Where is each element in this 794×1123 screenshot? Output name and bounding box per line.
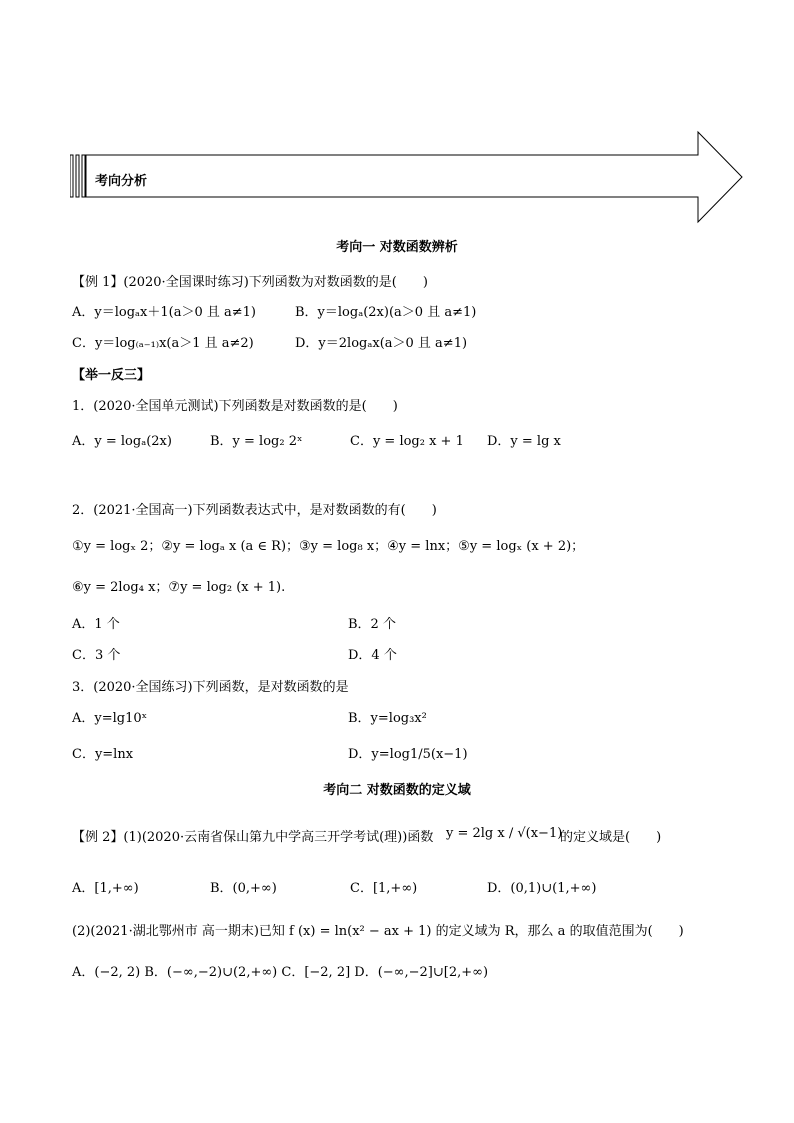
q2-items-line1: ①y = logₓ 2；②y = logₐ x (a ∈ R)；③y = log₈ x；④y = lnx；⑤y = logₓ (x + 2)； xyxy=(72,539,585,554)
example2-option-d: D．(0,1)∪(1,+∞) xyxy=(487,881,597,896)
q3-stem: 3．(2020·全国练习)下列函数，是对数函数的是 xyxy=(72,680,349,695)
q2-items-line2: ⑥y = 2log₄ x；⑦y = log₂ (x + 1). xyxy=(72,580,286,595)
section-title-1: 考向一 对数函数辨析 xyxy=(336,240,458,255)
example2-option-b: B．(0,+∞) xyxy=(210,881,277,896)
q2-stem: 2．(2021·全国高一)下列函数表达式中，是对数函数的有( ) xyxy=(72,503,437,518)
example1-stem: 【例 1】(2020·全国课时练习)下列函数为对数函数的是( ) xyxy=(72,275,428,290)
q2-option-c: C．3 个 xyxy=(72,648,121,663)
q1-option-b: B．y = log₂ 2ˣ xyxy=(210,434,303,449)
example2-option-a: A．[1,+∞) xyxy=(72,881,139,896)
example1-option-b: B．y＝logₐ(2x)(a＞0 且 a≠1) xyxy=(295,305,477,320)
example1-option-d: D．y＝2logₐx(a＞0 且 a≠1) xyxy=(295,336,468,351)
q3-option-d: D．y=log1/5(x−1) xyxy=(348,747,468,762)
example2-option-c: C．[1,+∞) xyxy=(350,881,418,896)
practice-title: 【举一反三】 xyxy=(72,368,151,383)
banner-title: 考向分析 xyxy=(95,174,148,189)
q2-option-a: A．1 个 xyxy=(72,617,120,632)
example2b-options: A．(−2, 2) B．(−∞,−2)∪(2,+∞) C．[−2, 2] D．(−∞,−2]∪[2,+∞) xyxy=(72,965,489,980)
q1-option-a: A．y = logₐ(2x) xyxy=(72,434,172,449)
q1-option-c: C．y = log₂ x + 1 xyxy=(350,434,464,449)
q1-option-d: D．y = lg x xyxy=(487,434,561,449)
q2-option-d: D．4 个 xyxy=(348,648,397,663)
example1-option-a: A．y＝logₐx＋1(a＞0 且 a≠1) xyxy=(72,305,256,320)
section-title-2: 考向二 对数函数的定义域 xyxy=(323,783,471,798)
example2-stem-prefix: 【例 2】(1)(2020·云南省保山第九中学高三开学考试(理))函数 xyxy=(72,830,434,845)
example2-stem-suffix: 的定义域是( ) xyxy=(560,830,662,845)
q1-stem: 1．(2020·全国单元测试)下列函数是对数函数的是( ) xyxy=(72,399,398,414)
q3-option-b: B．y=log₃x² xyxy=(348,711,427,726)
q3-option-c: C．y=lnx xyxy=(72,747,134,762)
example2-formula: y = 2lg x / √(x−1) xyxy=(446,826,563,841)
section-banner-arrow xyxy=(70,130,746,224)
example1-option-c: C．y＝log₍ₐ₋₁₎x(a＞1 且 a≠2) xyxy=(72,336,254,351)
example2b-stem: (2)(2021·湖北鄂州市 高一期末)已知 f (x) = ln(x² − ax + 1) 的定义域为 R，那么 a 的取值范围为( ) xyxy=(72,924,684,939)
q2-option-b: B．2 个 xyxy=(348,617,396,632)
q3-option-a: A．y=lg10ˣ xyxy=(72,711,148,726)
